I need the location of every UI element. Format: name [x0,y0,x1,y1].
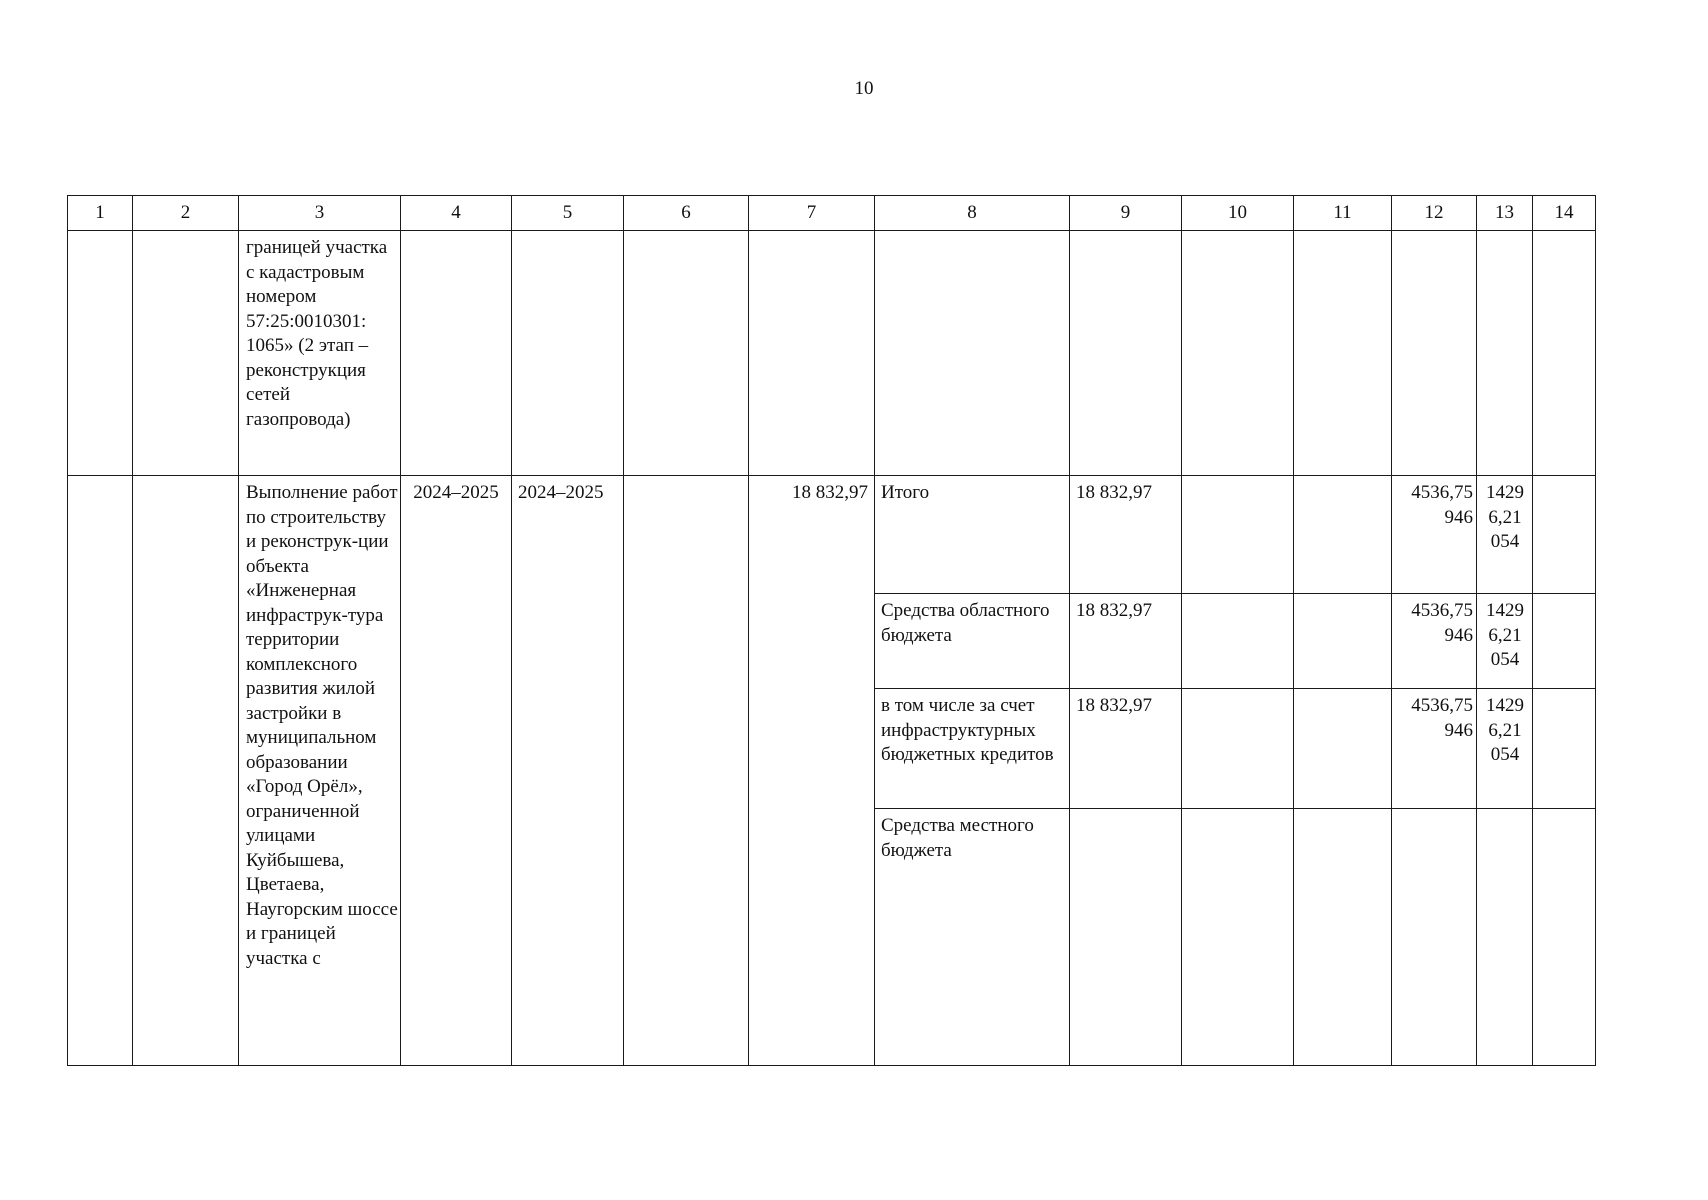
funding-col12: 4536,75 946 [1392,689,1477,809]
funding-amount: 18 832,97 [1070,689,1182,809]
funding-col13: 1429 6,21 054 [1477,594,1533,689]
funding-col13: 1429 6,21 054 [1477,476,1533,594]
header-cell: 9 [1070,196,1182,231]
page-number: 10 [854,78,874,99]
funding-col13 [1477,809,1533,1066]
header-cell: 14 [1533,196,1596,231]
table-cell [1533,476,1596,594]
header-cell: 7 [749,196,875,231]
table-cell [401,231,512,476]
object-name-continued: границей участка с кадастровым номером 57:25:0010301: 1065» (2 этап – реконструкция сетей газопровода) [239,231,401,476]
table-cell [1182,231,1294,476]
funding-col12: 4536,75 946 [1392,476,1477,594]
table-cell [749,231,875,476]
header-cell: 10 [1182,196,1294,231]
table-cell [1294,231,1392,476]
funding-col12 [1392,809,1477,1066]
header-cell: 4 [401,196,512,231]
header-cell: 8 [875,196,1070,231]
table-cell [1182,476,1294,594]
table-cell [1533,594,1596,689]
table-cell [1182,689,1294,809]
header-cell: 5 [512,196,624,231]
table-cell [1182,594,1294,689]
table-cell [1533,231,1596,476]
header-cell: 6 [624,196,749,231]
table-cell [1294,476,1392,594]
funding-col13: 1429 6,21 054 [1477,689,1533,809]
table-cell [1533,809,1596,1066]
header-cell: 11 [1294,196,1392,231]
table-cell [133,476,239,1066]
funding-source: в том числе за счет инфраструктурных бюджетных кредитов [875,689,1070,809]
table-cell [624,476,749,1066]
table-cell [1294,594,1392,689]
table-cell [1182,809,1294,1066]
total-cost: 18 832,97 [749,476,875,1066]
header-row [68,196,1596,231]
table-cell [68,231,133,476]
header-cell: 13 [1477,196,1533,231]
table-cell [624,231,749,476]
program-table [67,195,1596,1066]
table-cell [875,231,1070,476]
table-cell [1294,809,1392,1066]
table-cell [512,231,624,476]
funding-amount [1070,809,1182,1066]
header-cell: 2 [133,196,239,231]
funding-source: Итого [875,476,1070,594]
table-cell [68,476,133,1066]
table-cell [1533,689,1596,809]
header-cell: 1 [68,196,133,231]
header-cell: 12 [1392,196,1477,231]
funding-amount: 18 832,97 [1070,594,1182,689]
table-cell [1392,231,1477,476]
table-cell [1070,231,1182,476]
period-end: 2024–2025 [512,476,624,1066]
funding-source: Средства областного бюджета [875,594,1070,689]
header-cell: 3 [239,196,401,231]
funding-col12: 4536,75 946 [1392,594,1477,689]
period-start: 2024–2025 [401,476,512,1066]
table-cell [133,231,239,476]
table-cell [1294,689,1392,809]
funding-row-total [68,476,1596,594]
object-name: Выполнение работ по строительству и реконструк-ции объекта «Инженерная инфраструк-тура территории комплексного развития жилой застройки в муниципальном образовании «Город Орёл», ограниченной улицами Куйбышева, Цветаева, Наугорским шоссе и границей участка с [239,476,401,1066]
table-cell [1477,231,1533,476]
continuation-row [68,231,1596,476]
funding-amount: 18 832,97 [1070,476,1182,594]
funding-source: Средства местного бюджета [875,809,1070,1066]
